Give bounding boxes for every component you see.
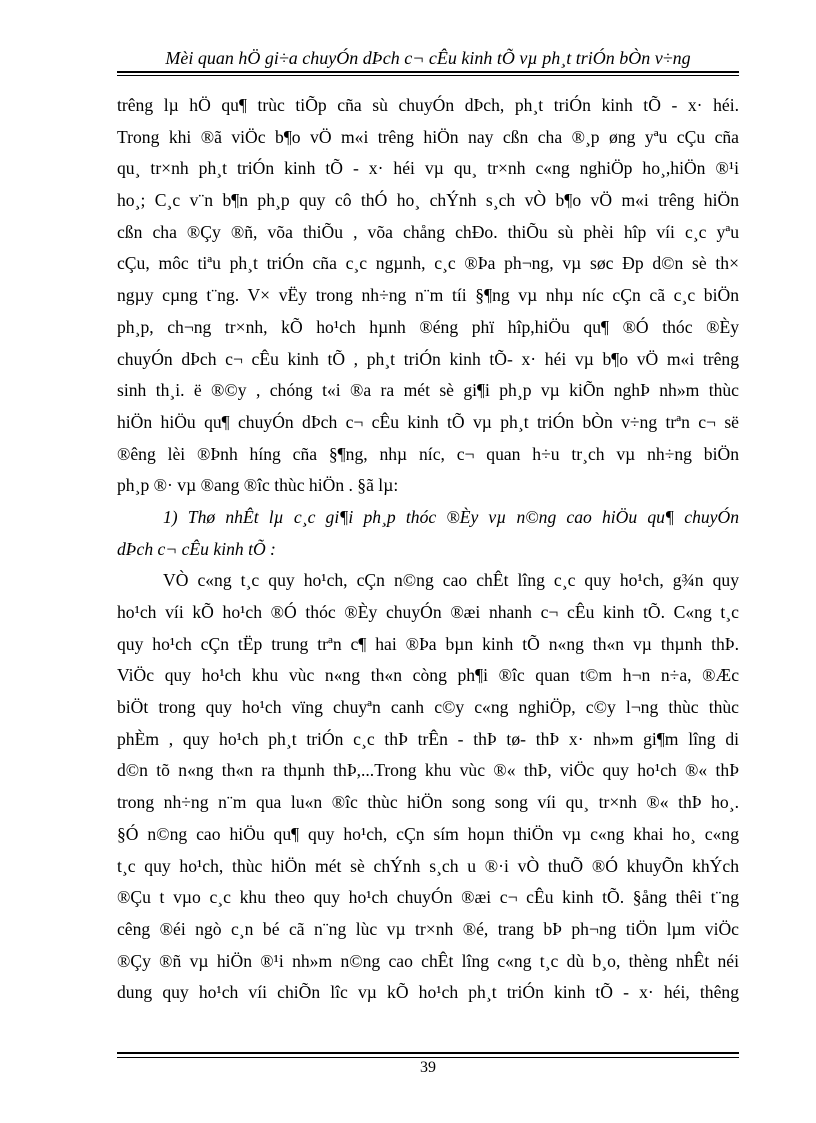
text-line: ®êng lèi ®Þnh híng cña §¶ng, nhµ níc, c¬ quan h÷u tr¸ch vµ nh÷ng biÖn xyxy=(117,443,739,464)
text-line: ®Çy ®ñ vµ hiÖn ®¹i nh»m n©ng cao chÊt lîng c«ng t¸c dù b¸o, thèng nhÊt néi xyxy=(117,950,739,971)
text-line: cßn cha ®Çy ®ñ, võa thiÕu , võa chång chÐo. thiÕu sù phèi hîp víi c¸c yªu xyxy=(117,221,739,242)
text-line: ViÖc quy ho¹ch khu vùc n«ng th«n còng ph¶i ®îc quan t©m h¬n n÷a, ®Æc xyxy=(117,665,739,686)
page-number: 39 xyxy=(420,1059,436,1076)
text-line: d©n tõ n«ng th«n ra thµnh thÞ,...Trong khu vùc ®« thÞ, viÖc quy ho¹ch ®« thÞ xyxy=(117,760,739,781)
text-line: quy ho¹ch cÇn tËp trung trªn c¶ hai ®Þa bµn kinh tÕ n«ng th«n vµ thµnh thÞ. xyxy=(117,633,739,654)
text-line: ph¸p, ch¬ng tr×nh, kÕ ho¹ch hµnh ®éng phï hîp,hiÖu qu¶ ®Ó thóc ®Èy xyxy=(117,316,739,337)
text-line: VÒ c«ng t¸c quy ho¹ch, cÇn n©ng cao chÊt lîng c¸c quy ho¹ch, g¾n quy xyxy=(163,570,739,591)
text-line: trong nh÷ng n¨m qua lu«n ®îc thùc hiÖn song song víi qu¸ tr×nh ®« thÞ ho¸. xyxy=(117,792,739,813)
text-line: cÇu, môc tiªu ph¸t triÓn cña c¸c ngµnh, c¸c ®Þa ph¬ng, vµ søc Ðp d©n sè th× xyxy=(117,253,739,274)
running-header: Mèi quan hÖ gi÷a chuyÓn dÞch c¬ cÊu kinh tÕ vµ ph¸t triÓn bÒn v÷ng xyxy=(165,48,691,68)
text-line: Trong khi ®ã viÖc b¶o vÖ m«i trêng hiÖn nay cßn cha ®¸p øng yªu cÇu cña xyxy=(117,126,739,147)
text-line: qu¸ tr×nh ph¸t triÓn kinh tÕ - x· héi vµ qu¸ tr×nh c«ng nghiÖp ho¸,hiÖn ®¹i xyxy=(117,158,739,179)
text-line: biÖt trong quy ho¹ch vïng chuyªn canh c©y c«ng nghiÖp, c©y l¬ng thùc thùc xyxy=(117,697,739,718)
text-line: chuyÓn dÞch c¬ cÊu kinh tÕ , ph¸t triÓn kinh tÕ- x· héi vµ b¶o vÖ m«i trêng xyxy=(117,348,739,369)
text-line: dung quy ho¹ch víi chiÕn lîc vµ kÕ ho¹ch ph¸t triÓn kinh tÕ - x· héi, thêng xyxy=(117,982,739,1003)
text-line: t¸c quy ho¹ch, thùc hiÖn mét sè chÝnh s¸ch u ®·i vÒ thuÕ ®Ó khuyÕn khÝch xyxy=(117,855,739,876)
text-line: sinh th¸i. ë ®©y , chóng t«i ®a ra mét sè gi¶i ph¸p vµ kiÕn nghÞ nh»m thùc xyxy=(117,380,739,401)
text-line: ngµy cµng t¨ng. V× vËy trong nh÷ng n¨m tíi §¶ng vµ nhµ níc cÇn cã c¸c biÖn xyxy=(117,285,739,306)
text-line: hiÖn hiÖu qu¶ chuyÓn dÞch c¬ cÊu kinh tÕ vµ ph¸t triÓn bÒn v÷ng trªn c¬ së xyxy=(117,411,739,432)
text-line: phÈm , quy ho¹ch ph¸t triÓn c¸c thÞ trÊn - thÞ tø- thÞ x· nh»m gi¶m lîng di xyxy=(117,728,739,749)
text-line: ®Çu t vµo c¸c khu theo quy ho¹ch chuyÓn ®æi c¬ cÊu kinh tÕ. §ång thêi t¨ng xyxy=(117,887,739,908)
text-line: ho¹ch víi kÕ ho¹ch ®Ó thóc ®Èy chuyÓn ®æi nhanh c¬ cÊu kinh tÕ. C«ng t¸c xyxy=(117,602,739,622)
text-line: trêng lµ hÖ qu¶ trùc tiÕp cña sù chuyÓn dÞch, ph¸t triÓn kinh tÕ - x· héi. xyxy=(117,95,739,115)
text-line: §Ó n©ng cao hiÖu qu¶ quy ho¹ch, cÇn sím hoµn thiÖn vµ c«ng khai ho¸ c«ng xyxy=(117,823,739,844)
header-rule-thick xyxy=(117,71,739,73)
header-rule-thin xyxy=(117,75,739,76)
text-line: ph¸p ®· vµ ®ang ®îc thùc hiÖn . §ã lµ: xyxy=(117,475,399,496)
text-line: ho¸; C¸c v¨n b¶n ph¸p quy cô thÓ ho¸ chÝnh s¸ch vÒ b¶o vÖ m«i trêng hiÖn xyxy=(117,190,739,211)
body-text xyxy=(117,90,739,1009)
section-heading: 1) Thø nhÊt lµ c¸c gi¶i ph¸p thóc ®Èy vµ n©ng cao hiÖu qu¶ chuyÓn xyxy=(163,506,739,527)
section-heading-cont: dÞch c¬ cÊu kinh tÕ : xyxy=(117,538,276,559)
footer-rule-thick xyxy=(117,1052,739,1054)
text-line: cêng ®éi ngò c¸n bé cã n¨ng lùc vµ tr×nh ®é, trang bÞ ph¬ng tiÖn lµm viÖc xyxy=(117,918,739,939)
